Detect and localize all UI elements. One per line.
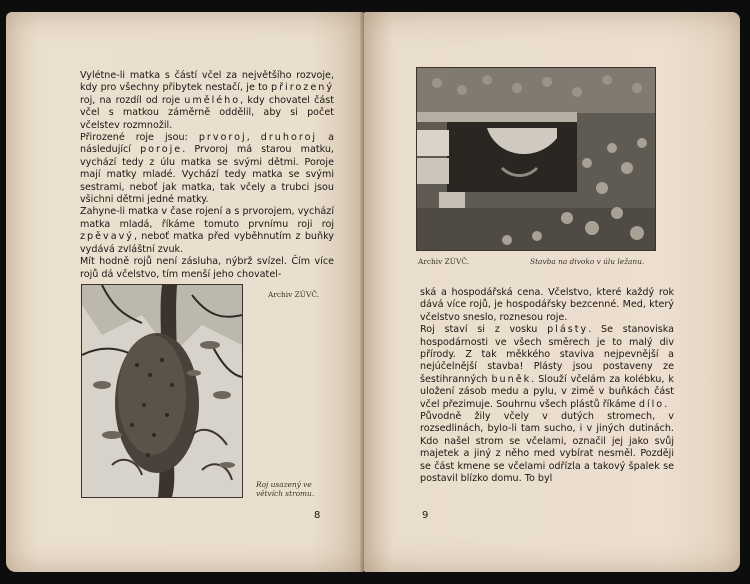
body-paragraph [420, 324, 674, 411]
right-page [364, 12, 740, 572]
emphasized-term: buněk [491, 373, 532, 385]
left-page-body [80, 70, 334, 281]
text-run: , kdy chovatel část včel s matkou záměrně oddělil, aby si počet včelstev rozmnožil. [80, 94, 334, 131]
text-run: a následující [80, 132, 335, 156]
emphasized-term: druhoroj [260, 132, 318, 144]
text-run: Vylétne-li matka s částí včel za největšího rozvoje, kdy pro všechny přibytek nestačí, je to [80, 70, 334, 94]
text-run: . Slouží včelám za kolébku, k uložení zásob medu a pylu, v zimě v buňkách část včel přezimuje. Souhrnu všech plástů říkáme [420, 373, 674, 410]
emphasized-term: umělého [184, 94, 241, 106]
body-paragraph [80, 132, 334, 206]
left-photo-caption-line1: Roj usazený ve [256, 480, 312, 489]
left-page-number: 8 [314, 510, 321, 521]
text-run: Přirozené roje jsou: [80, 132, 199, 144]
text-run: ská a hospodářská cena. Včelstvo, které každý rok dává více rojů, je hospodářsky bezcenné. Med, který včelstvo sneslo, roznesou roje. [420, 287, 674, 323]
right-page-body [420, 287, 674, 486]
right-archive-label: Archiv ZÚVČ. [418, 257, 470, 266]
swarm-on-branches-photo [81, 284, 243, 498]
text-run: Mít hodně rojů není zásluha, nýbrž svízel. Čím více rojů dá včelstvo, tím menší jeho chovatel- [80, 256, 334, 280]
text-run: . [664, 398, 668, 410]
emphasized-term: poroje [140, 144, 183, 156]
right-photo-caption: Stavba na divoko v úlu ležanu. [530, 257, 645, 266]
emphasized-term: dílo [638, 398, 665, 410]
emphasized-term: zpěvavý [80, 231, 134, 243]
left-page [6, 12, 364, 572]
body-paragraph [80, 70, 334, 132]
text-run: Roj staví si z vosku [420, 324, 548, 336]
text-run: . Prvoroj má starou matku, vychází tedy z úlu matka se svými dětmi. Poroje mají matky mladé. Vychází tedy matka se svými sestrami, neboť jak matka, tak včely a trubci jsou všichni dětmi jedné matky. [80, 144, 334, 206]
body-paragraph [420, 287, 674, 324]
text-run: , [246, 132, 261, 144]
text-run: . Se stanoviska hospodárnosti ve všech směrech je to malý div přírody. Z tak měkkého staviva nejpevnější a nejúčelnější stavba! Plásty jsou postaveny ze šestihranných [420, 324, 674, 385]
right-page-number: 9 [422, 510, 429, 521]
left-archive-label: Archiv ZÚVČ. [268, 290, 320, 299]
wild-comb-hive-photo [416, 67, 656, 251]
text-run: roj, na rozdíl od roje [80, 94, 185, 106]
left-photo-caption-line2: větvích stromu. [256, 489, 315, 498]
left-photo-caption [256, 480, 326, 498]
body-paragraph [80, 256, 334, 281]
emphasized-term: prvoroj [198, 132, 247, 144]
body-paragraph [80, 206, 334, 256]
text-run: Zahyne-li matka v čase rojení a s prvorojem, vychází matka mladá, říkáme tomuto prvnímu roji roj [80, 206, 334, 230]
emphasized-term: plásty [547, 324, 589, 336]
text-run: Původně žily včely v dutých stromech, v rozsedlinách, bylo-li tam sucho, i v jiných dutinách. Kdo našel strom se včelami, označil jej jako svůj majetek a jiný z něho med vybírat nesměl. Později se část kmene se včelami odřízla a takový špalek se postavil blízko domu. To byl [420, 411, 674, 485]
text-run: , neboť matka před vyběhnutím z buňky vydává zvláštní zvuk. [80, 231, 334, 255]
body-paragraph [420, 411, 674, 485]
emphasized-term: přirozený [271, 82, 334, 94]
